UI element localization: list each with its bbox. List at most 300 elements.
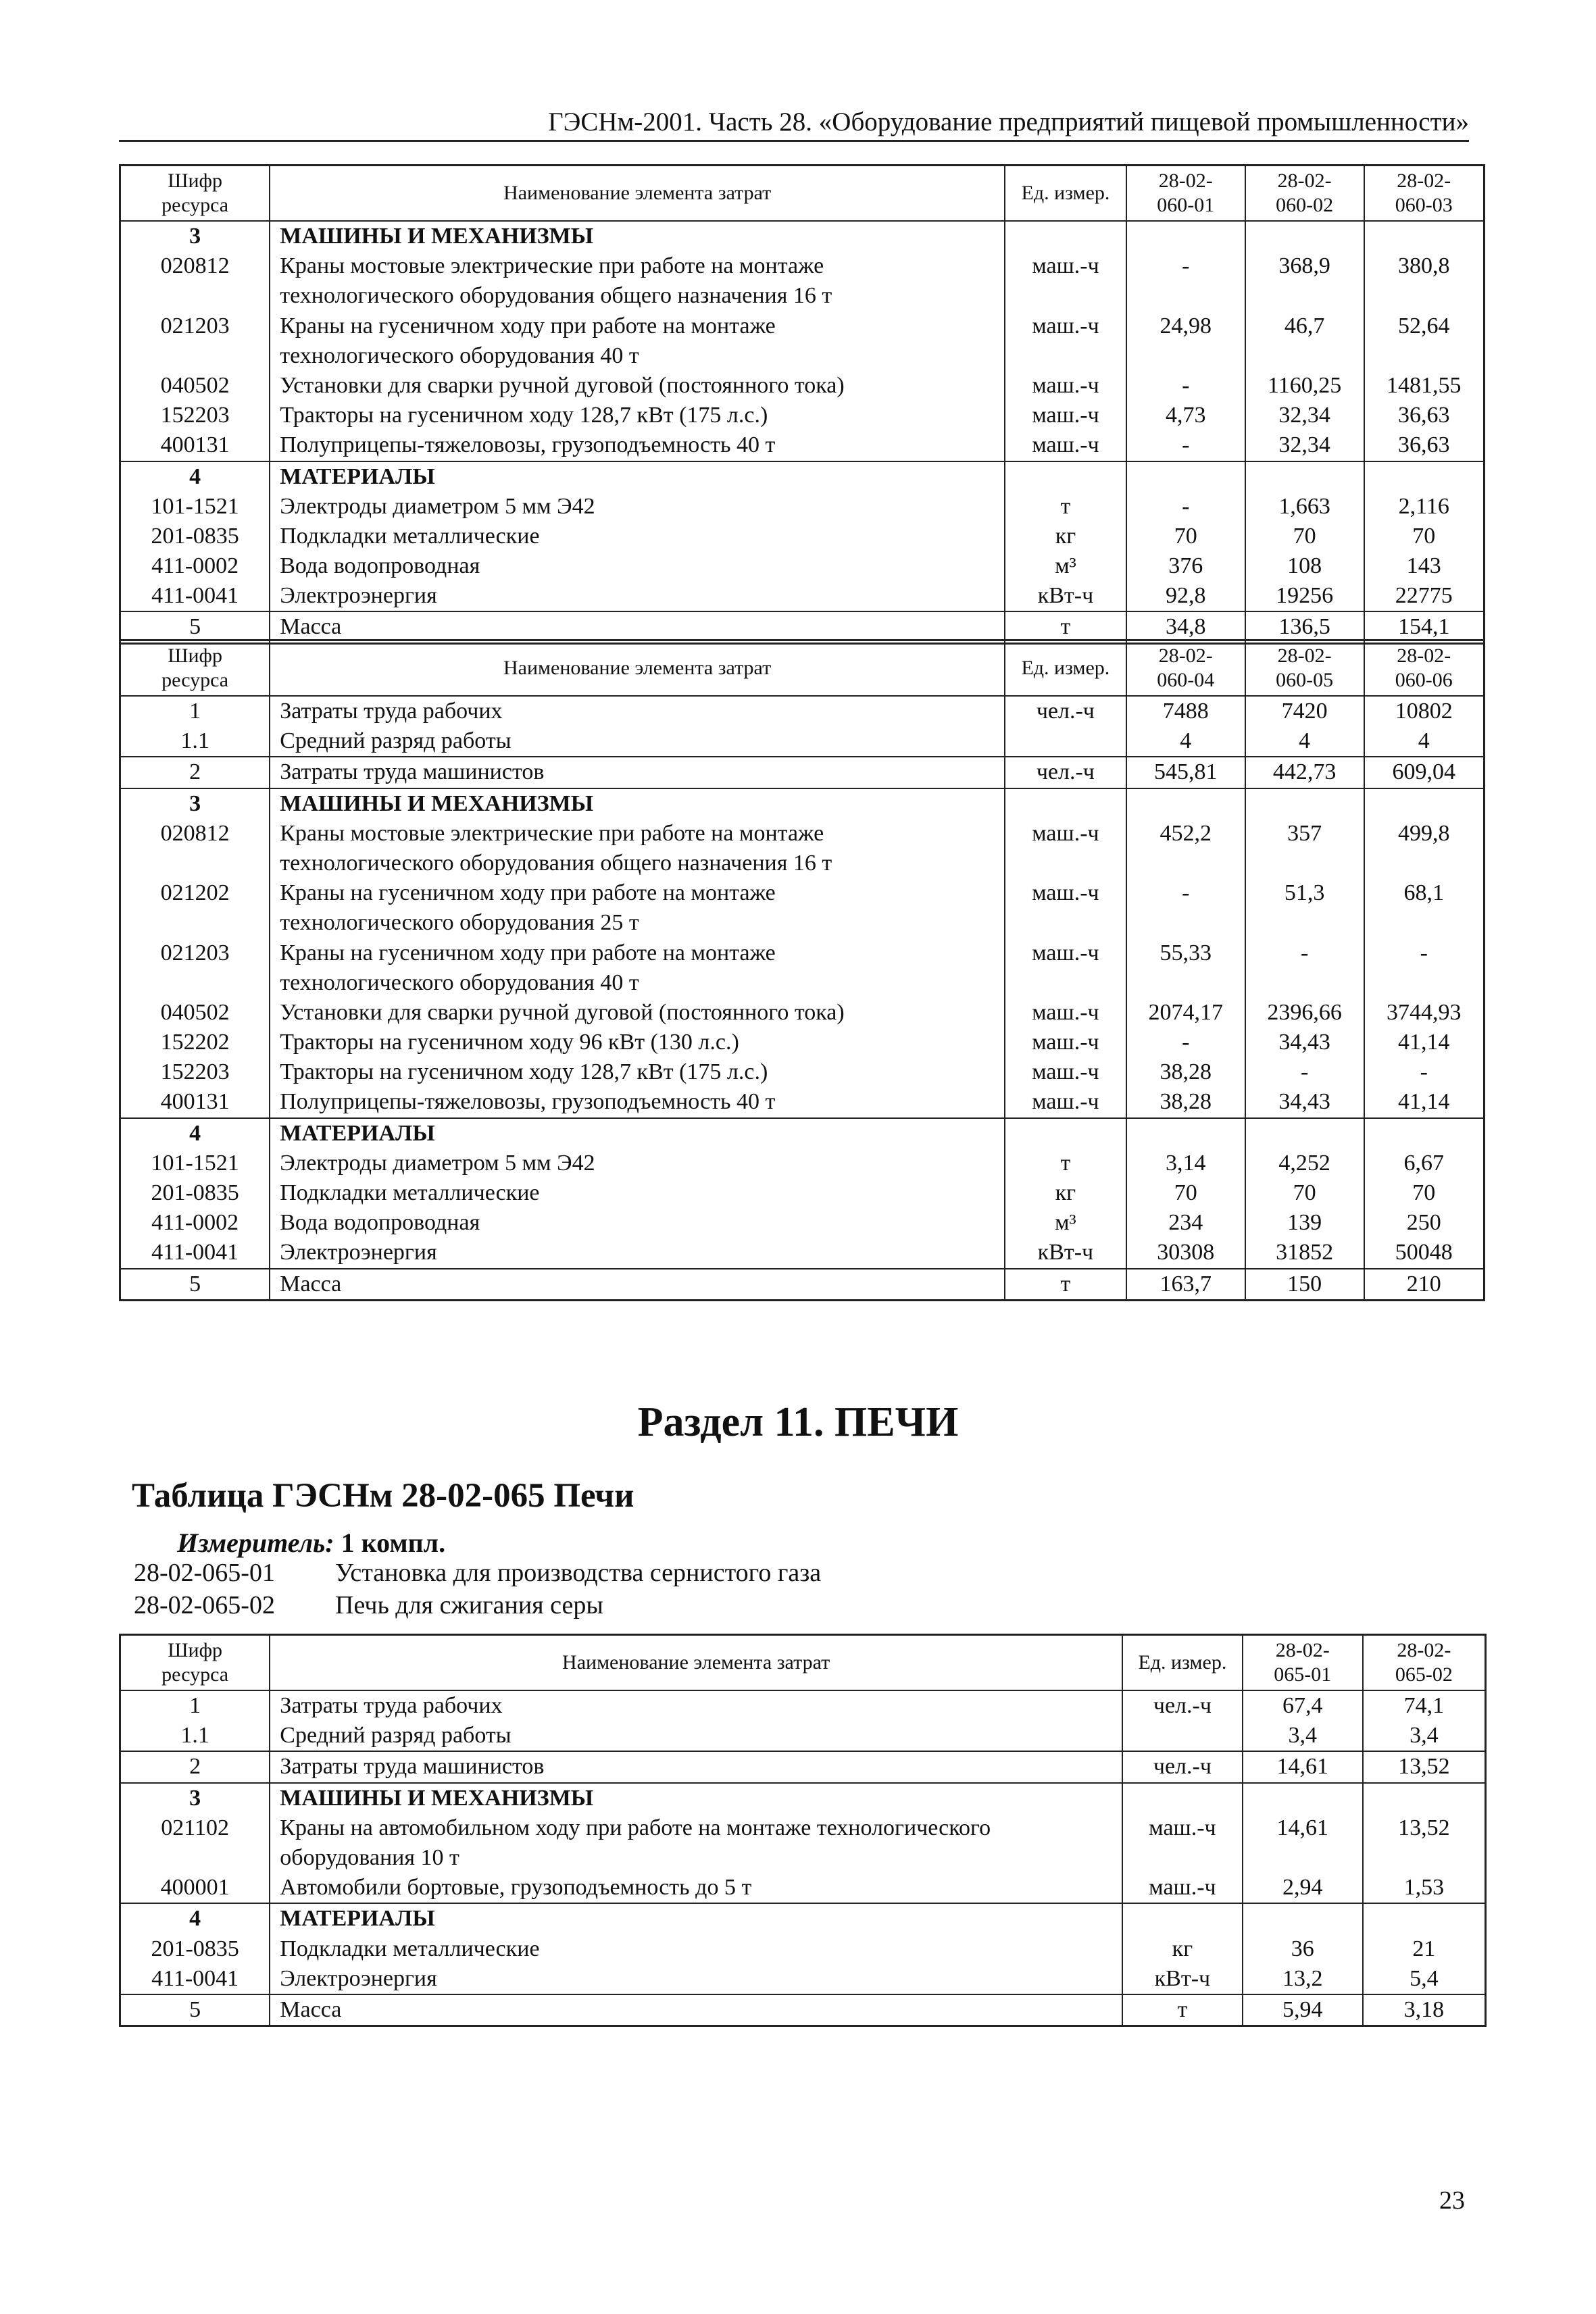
value-cell — [1363, 1783, 1486, 1813]
unit-cell — [1005, 1118, 1126, 1149]
value-cell: 234 — [1126, 1208, 1245, 1238]
resource-code: 201-0835 — [120, 522, 270, 551]
unit-cell — [1005, 726, 1126, 757]
value-cell: 380,8 — [1364, 251, 1485, 311]
col-norm-code-header: 28-02- 065-02 — [1363, 1635, 1486, 1691]
col-unit-header: Ед. измер. — [1122, 1635, 1243, 1691]
resource-code: 4 — [120, 1118, 270, 1149]
variant-item — [134, 1589, 821, 1621]
value-cell: 14,61 — [1243, 1751, 1363, 1782]
resource-name: Полуприцепы-тяжеловозы, грузоподъемность 40 т — [270, 1087, 1005, 1117]
value-cell: - — [1245, 1057, 1364, 1087]
value-cell: 13,2 — [1243, 1964, 1363, 1994]
value-cell: 34,43 — [1245, 1087, 1364, 1117]
value-cell: 92,8 — [1126, 581, 1245, 611]
table-header — [120, 1635, 1486, 1691]
value-cell — [1245, 1118, 1364, 1149]
resource-name: Подкладки металлические — [270, 1934, 1122, 1964]
value-cell — [1243, 1903, 1363, 1934]
resource-name: Электроэнергия — [270, 1238, 1005, 1268]
table-row — [120, 757, 1485, 788]
value-cell: 68,1 — [1364, 878, 1485, 938]
resource-code: 201-0835 — [120, 1934, 270, 1964]
table-header — [120, 166, 1485, 222]
value-cell: 136,5 — [1245, 611, 1364, 643]
value-cell: 52,64 — [1364, 311, 1485, 371]
value-cell: 32,34 — [1245, 430, 1364, 461]
resource-code: 5 — [120, 611, 270, 643]
section-heading: МАШИНЫ И МЕХАНИЗМЫ — [270, 221, 1005, 251]
value-cell: 6,67 — [1364, 1149, 1485, 1178]
unit-cell: кг — [1005, 1178, 1126, 1208]
value-cell: 150 — [1245, 1269, 1364, 1301]
value-cell: - — [1126, 430, 1245, 461]
value-cell: 19256 — [1245, 581, 1364, 611]
resource-code: 152202 — [120, 1028, 270, 1057]
unit-cell: маш.-ч — [1122, 1873, 1243, 1903]
col-norm-code-header: 28-02- 060-02 — [1245, 166, 1364, 222]
value-cell: 1,53 — [1363, 1873, 1486, 1903]
resource-name: Краны на гусеничном ходу при работе на монтаже технологического оборудования 40 т — [270, 311, 1005, 371]
table-row — [120, 1721, 1486, 1751]
section-row — [120, 788, 1485, 819]
resource-name: Тракторы на гусеничном ходу 96 кВт (130 л.с.) — [270, 1028, 1005, 1057]
unit-cell: кВт-ч — [1122, 1964, 1243, 1994]
value-cell: - — [1126, 251, 1245, 311]
unit-cell: т — [1005, 1149, 1126, 1178]
value-cell: 14,61 — [1243, 1813, 1363, 1873]
unit-cell — [1005, 788, 1126, 819]
value-cell: 609,04 — [1364, 757, 1485, 788]
value-cell — [1364, 461, 1485, 492]
value-cell: - — [1364, 938, 1485, 998]
resource-code: 411-0002 — [120, 551, 270, 581]
unit-cell: маш.-ч — [1005, 1028, 1126, 1057]
resource-code: 3 — [120, 788, 270, 819]
value-cell: 368,9 — [1245, 251, 1364, 311]
value-cell: 41,14 — [1364, 1028, 1485, 1057]
table-row — [120, 696, 1485, 726]
value-cell: 50048 — [1364, 1238, 1485, 1268]
resource-code: 400131 — [120, 430, 270, 461]
col-code-header: Шифр ресурса — [120, 640, 270, 697]
value-cell: - — [1126, 371, 1245, 401]
unit-cell: чел.-ч — [1005, 696, 1126, 726]
resource-name: Вода водопроводная — [270, 551, 1005, 581]
table-row — [120, 1057, 1485, 1087]
value-cell: - — [1126, 492, 1245, 522]
unit-cell: т — [1005, 1269, 1126, 1301]
resource-code: 4 — [120, 461, 270, 492]
table-row — [120, 1238, 1485, 1268]
table-row — [120, 551, 1485, 581]
value-cell: 70 — [1364, 1178, 1485, 1208]
section-heading: МАШИНЫ И МЕХАНИЗМЫ — [270, 788, 1005, 819]
table-body — [120, 221, 1485, 643]
value-cell: 70 — [1126, 1178, 1245, 1208]
resource-name: Электроды диаметром 5 мм Э42 — [270, 1149, 1005, 1178]
resource-name: Электроды диаметром 5 мм Э42 — [270, 492, 1005, 522]
value-cell: 163,7 — [1126, 1269, 1245, 1301]
value-cell — [1243, 1783, 1363, 1813]
value-cell: 3744,93 — [1364, 998, 1485, 1028]
value-cell — [1364, 788, 1485, 819]
resource-name: Тракторы на гусеничном ходу 128,7 кВт (175 л.с.) — [270, 401, 1005, 430]
col-name-header: Наименование элемента затрат — [270, 166, 1005, 222]
unit-cell: маш.-ч — [1122, 1813, 1243, 1873]
value-cell: 108 — [1245, 551, 1364, 581]
resource-code: 4 — [120, 1903, 270, 1934]
col-norm-code-header: 28-02- 060-05 — [1245, 640, 1364, 697]
resource-code: 152203 — [120, 401, 270, 430]
resource-code: 1.1 — [120, 1721, 270, 1751]
header-row — [120, 640, 1485, 697]
resource-name: Краны мостовые электрические при работе на монтаже технологического оборудования общего назначения 16 т — [270, 819, 1005, 878]
resource-name: Затраты труда машинистов — [270, 757, 1005, 788]
unit-cell: чел.-ч — [1005, 757, 1126, 788]
section-row — [120, 1118, 1485, 1149]
value-cell: 4 — [1126, 726, 1245, 757]
section-heading: МАШИНЫ И МЕХАНИЗМЫ — [270, 1783, 1122, 1813]
resource-name: Подкладки металлические — [270, 1178, 1005, 1208]
variant-item — [134, 1557, 821, 1589]
section-heading: МАТЕРИАЛЫ — [270, 1118, 1005, 1149]
value-cell: 13,52 — [1363, 1751, 1486, 1782]
value-cell: 5,94 — [1243, 1994, 1363, 2026]
table-body — [120, 696, 1485, 1300]
value-cell: 545,81 — [1126, 757, 1245, 788]
value-cell: 1481,55 — [1364, 371, 1485, 401]
value-cell: 3,14 — [1126, 1149, 1245, 1178]
resource-code: 152203 — [120, 1057, 270, 1087]
value-cell: 5,4 — [1363, 1964, 1486, 1994]
value-cell: 51,3 — [1245, 878, 1364, 938]
table-row — [120, 1087, 1485, 1117]
meter-label: Измеритель: — [177, 1528, 334, 1558]
section-row — [120, 1903, 1486, 1934]
table-row — [120, 311, 1485, 371]
col-name-header: Наименование элемента затрат — [270, 640, 1005, 697]
meter-value: 1 компл. — [341, 1528, 446, 1558]
value-cell: 74,1 — [1363, 1690, 1486, 1721]
page-number: 23 — [1439, 2186, 1465, 2215]
resource-name: Средний разряд работы — [270, 1721, 1122, 1751]
col-code-header: Шифр ресурса — [120, 1635, 270, 1691]
value-cell: 499,8 — [1364, 819, 1485, 878]
unit-cell: т — [1005, 492, 1126, 522]
table-row — [120, 1994, 1486, 2026]
unit-cell: кг — [1122, 1934, 1243, 1964]
value-cell: 32,34 — [1245, 401, 1364, 430]
resource-name: Краны на гусеничном ходу при работе на монтаже технологического оборудования 40 т — [270, 938, 1005, 998]
value-cell: 2396,66 — [1245, 998, 1364, 1028]
resource-name: Вода водопроводная — [270, 1208, 1005, 1238]
variant-text: Установка для производства сернистого газа — [335, 1559, 822, 1587]
resource-code: 2 — [120, 1751, 270, 1782]
resource-name: Полуприцепы-тяжеловозы, грузоподъемность 40 т — [270, 430, 1005, 461]
value-cell — [1245, 221, 1364, 251]
value-cell: 70 — [1245, 522, 1364, 551]
value-cell: 2,116 — [1364, 492, 1485, 522]
table-row — [120, 371, 1485, 401]
unit-cell: т — [1005, 611, 1126, 643]
value-cell: 46,7 — [1245, 311, 1364, 371]
value-cell — [1126, 1118, 1245, 1149]
value-cell: 4 — [1245, 726, 1364, 757]
value-cell — [1363, 1903, 1486, 1934]
unit-cell: маш.-ч — [1005, 311, 1126, 371]
unit-cell: маш.-ч — [1005, 430, 1126, 461]
col-norm-code-header: 28-02- 060-04 — [1126, 640, 1245, 697]
value-cell: 22775 — [1364, 581, 1485, 611]
col-norm-code-header: 28-02- 065-01 — [1243, 1635, 1363, 1691]
value-cell: 210 — [1364, 1269, 1485, 1301]
resource-code: 3 — [120, 221, 270, 251]
value-cell: 36 — [1243, 1934, 1363, 1964]
resource-code: 020812 — [120, 251, 270, 311]
section-row — [120, 461, 1485, 492]
unit-cell: маш.-ч — [1005, 878, 1126, 938]
unit-cell — [1005, 221, 1126, 251]
value-cell — [1126, 788, 1245, 819]
resource-name: Электроэнергия — [270, 1964, 1122, 1994]
value-cell: 154,1 — [1364, 611, 1485, 643]
value-cell: - — [1245, 938, 1364, 998]
table-title: Таблица ГЭСНм 28-02-065 Печи — [132, 1477, 634, 1515]
table-row — [120, 1964, 1486, 1994]
table-row — [120, 819, 1485, 878]
value-cell: 3,4 — [1243, 1721, 1363, 1751]
resource-code: 1.1 — [120, 726, 270, 757]
unit-cell: маш.-ч — [1005, 998, 1126, 1028]
value-cell: 21 — [1363, 1934, 1486, 1964]
resource-code: 101-1521 — [120, 492, 270, 522]
value-cell: 70 — [1364, 522, 1485, 551]
value-cell: 41,14 — [1364, 1087, 1485, 1117]
resource-code: 021102 — [120, 1813, 270, 1873]
resource-code: 411-0041 — [120, 1238, 270, 1268]
table-row — [120, 1873, 1486, 1903]
resource-code: 411-0041 — [120, 581, 270, 611]
unit-cell — [1122, 1903, 1243, 1934]
value-cell — [1126, 221, 1245, 251]
table-row — [120, 401, 1485, 430]
variant-code: 28-02-065-02 — [134, 1591, 275, 1619]
value-cell: 67,4 — [1243, 1690, 1363, 1721]
resource-code: 400001 — [120, 1873, 270, 1903]
value-cell: - — [1364, 1057, 1485, 1087]
value-cell: 1160,25 — [1245, 371, 1364, 401]
resource-code: 1 — [120, 696, 270, 726]
value-cell: 143 — [1364, 551, 1485, 581]
value-cell: 36,63 — [1364, 430, 1485, 461]
resource-table-065 — [119, 1634, 1487, 2027]
unit-cell: маш.-ч — [1005, 371, 1126, 401]
resource-code: 021203 — [120, 311, 270, 371]
value-cell: 70 — [1245, 1178, 1364, 1208]
resource-name: Краны мостовые электрические при работе на монтаже технологического оборудования общего назначения 16 т — [270, 251, 1005, 311]
running-header: ГЭСНм-2001. Часть 28. «Оборудование предприятий пищевой промышленности» — [119, 107, 1469, 142]
value-cell: 34,8 — [1126, 611, 1245, 643]
unit-cell — [1122, 1721, 1243, 1751]
table-row — [120, 1178, 1485, 1208]
resource-code: 021202 — [120, 878, 270, 938]
unit-cell: маш.-ч — [1005, 1057, 1126, 1087]
value-cell: 7488 — [1126, 696, 1245, 726]
value-cell: 13,52 — [1363, 1813, 1486, 1873]
resource-name: Затраты труда машинистов — [270, 1751, 1122, 1782]
unit-cell — [1122, 1783, 1243, 1813]
resource-name: Масса — [270, 1994, 1122, 2026]
unit-cell: маш.-ч — [1005, 401, 1126, 430]
value-cell: 36,63 — [1364, 401, 1485, 430]
resource-name: Автомобили бортовые, грузоподъемность до 5 т — [270, 1873, 1122, 1903]
unit-cell: маш.-ч — [1005, 938, 1126, 998]
resource-name: Установки для сварки ручной дуговой (постоянного тока) — [270, 998, 1005, 1028]
value-cell: 7420 — [1245, 696, 1364, 726]
table-row — [120, 938, 1485, 998]
resource-code: 1 — [120, 1690, 270, 1721]
table-row — [120, 726, 1485, 757]
resource-name: Краны на автомобильном ходу при работе на монтаже технологического оборудования 10 т — [270, 1813, 1122, 1873]
unit-cell: м³ — [1005, 551, 1126, 581]
unit-cell: маш.-ч — [1005, 1087, 1126, 1117]
value-cell: 10802 — [1364, 696, 1485, 726]
table-row — [120, 1934, 1486, 1964]
unit-cell: м³ — [1005, 1208, 1126, 1238]
unit-cell: чел.-ч — [1122, 1751, 1243, 1782]
section-title: Раздел 11. ПЕЧИ — [637, 1399, 959, 1445]
value-cell: 55,33 — [1126, 938, 1245, 998]
resource-code: 020812 — [120, 819, 270, 878]
value-cell: 3,18 — [1363, 1994, 1486, 2026]
value-cell: 24,98 — [1126, 311, 1245, 371]
value-cell: 70 — [1126, 522, 1245, 551]
unit-cell: кг — [1005, 522, 1126, 551]
resource-name: Тракторы на гусеничном ходу 128,7 кВт (175 л.с.) — [270, 1057, 1005, 1087]
section-row — [120, 1783, 1486, 1813]
col-name-header: Наименование элемента затрат — [270, 1635, 1122, 1691]
header-row — [120, 1635, 1486, 1691]
variant-list — [134, 1557, 821, 1621]
resource-code: 021203 — [120, 938, 270, 998]
value-cell: 4,252 — [1245, 1149, 1364, 1178]
table-row — [120, 878, 1485, 938]
table-row — [120, 1269, 1485, 1301]
col-norm-code-header: 28-02- 060-06 — [1364, 640, 1485, 697]
resource-code: 201-0835 — [120, 1178, 270, 1208]
value-cell: 376 — [1126, 551, 1245, 581]
value-cell — [1364, 221, 1485, 251]
table-row — [120, 1690, 1486, 1721]
resource-name: Краны на гусеничном ходу при работе на монтаже технологического оборудования 25 т — [270, 878, 1005, 938]
resource-name: Подкладки металлические — [270, 522, 1005, 551]
table-row — [120, 581, 1485, 611]
resource-code: 411-0002 — [120, 1208, 270, 1238]
value-cell: 250 — [1364, 1208, 1485, 1238]
resource-code: 101-1521 — [120, 1149, 270, 1178]
unit-cell: кВт-ч — [1005, 581, 1126, 611]
value-cell: 4 — [1364, 726, 1485, 757]
meter — [177, 1527, 445, 1559]
col-code-header: Шифр ресурса — [120, 166, 270, 222]
unit-cell: маш.-ч — [1005, 819, 1126, 878]
unit-cell: кВт-ч — [1005, 1238, 1126, 1268]
resource-name: Масса — [270, 1269, 1005, 1301]
resource-code: 040502 — [120, 371, 270, 401]
value-cell: 3,4 — [1363, 1721, 1486, 1751]
resource-name: Масса — [270, 611, 1005, 643]
variant-text: Печь для сжигания серы — [335, 1591, 603, 1619]
value-cell: 2074,17 — [1126, 998, 1245, 1028]
unit-cell — [1005, 461, 1126, 492]
value-cell: 4,73 — [1126, 401, 1245, 430]
resource-table-060-01-03 — [119, 164, 1485, 645]
table-row — [120, 251, 1485, 311]
table-row — [120, 1028, 1485, 1057]
value-cell: 31852 — [1245, 1238, 1364, 1268]
resource-code: 400131 — [120, 1087, 270, 1117]
col-norm-code-header: 28-02- 060-01 — [1126, 166, 1245, 222]
table-body — [120, 1690, 1486, 2026]
resource-name: Установки для сварки ручной дуговой (постоянного тока) — [270, 371, 1005, 401]
table-row — [120, 430, 1485, 461]
resource-code: 040502 — [120, 998, 270, 1028]
resource-name: Затраты труда рабочих — [270, 696, 1005, 726]
value-cell: 2,94 — [1243, 1873, 1363, 1903]
value-cell — [1126, 461, 1245, 492]
value-cell: 34,43 — [1245, 1028, 1364, 1057]
col-unit-header: Ед. измер. — [1005, 640, 1126, 697]
value-cell: 38,28 — [1126, 1087, 1245, 1117]
value-cell — [1364, 1118, 1485, 1149]
variant-code: 28-02-065-01 — [134, 1559, 275, 1587]
table-row — [120, 492, 1485, 522]
col-norm-code-header: 28-02- 060-03 — [1364, 166, 1485, 222]
header-row — [120, 166, 1485, 222]
resource-code: 5 — [120, 1269, 270, 1301]
section-row — [120, 221, 1485, 251]
value-cell: 452,2 — [1126, 819, 1245, 878]
value-cell: - — [1126, 878, 1245, 938]
value-cell — [1245, 788, 1364, 819]
resource-code: 411-0041 — [120, 1964, 270, 1994]
unit-cell: маш.-ч — [1005, 251, 1126, 311]
resource-code: 3 — [120, 1783, 270, 1813]
table-header — [120, 640, 1485, 697]
resource-name: Электроэнергия — [270, 581, 1005, 611]
resource-name: Средний разряд работы — [270, 726, 1005, 757]
section-heading: МАТЕРИАЛЫ — [270, 1903, 1122, 1934]
resource-code: 2 — [120, 757, 270, 788]
table-row — [120, 522, 1485, 551]
value-cell: 30308 — [1126, 1238, 1245, 1268]
resource-name: Затраты труда рабочих — [270, 1690, 1122, 1721]
unit-cell: чел.-ч — [1122, 1690, 1243, 1721]
table-row — [120, 1751, 1486, 1782]
value-cell: 38,28 — [1126, 1057, 1245, 1087]
value-cell: - — [1126, 1028, 1245, 1057]
table-row — [120, 1813, 1486, 1873]
col-unit-header: Ед. измер. — [1005, 166, 1126, 222]
value-cell — [1245, 461, 1364, 492]
section-heading: МАТЕРИАЛЫ — [270, 461, 1005, 492]
unit-cell: т — [1122, 1994, 1243, 2026]
value-cell: 1,663 — [1245, 492, 1364, 522]
value-cell: 357 — [1245, 819, 1364, 878]
value-cell: 442,73 — [1245, 757, 1364, 788]
resource-code: 5 — [120, 1994, 270, 2026]
